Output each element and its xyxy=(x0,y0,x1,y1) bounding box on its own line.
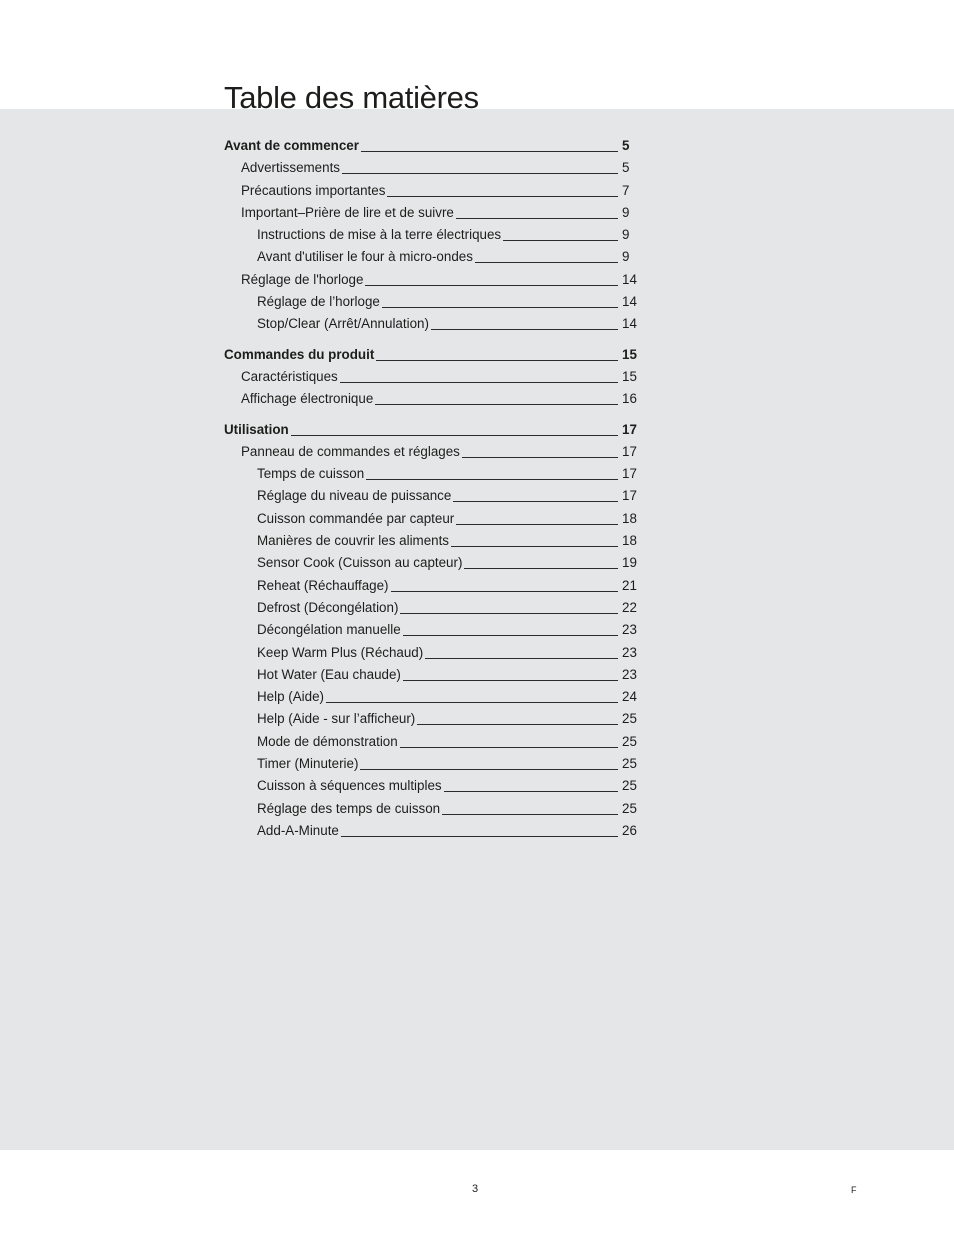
toc-leader-line xyxy=(503,240,618,241)
toc-leader-line xyxy=(340,382,618,383)
toc-leader-line xyxy=(464,568,618,569)
toc-entry-label: Reheat (Réchauffage) xyxy=(257,577,389,593)
toc-entry-page: 14 xyxy=(622,294,637,310)
toc-entry[interactable] xyxy=(224,272,644,294)
toc-leader-line xyxy=(361,151,618,152)
toc-entry-page: 18 xyxy=(622,533,637,549)
toc-entry[interactable] xyxy=(224,667,644,689)
toc-entry-page: 17 xyxy=(622,466,637,482)
toc-entry[interactable] xyxy=(224,756,644,778)
toc-entry-label: Utilisation xyxy=(224,421,289,437)
toc-entry-page: 21 xyxy=(622,577,637,593)
toc-entry-label: Sensor Cook (Cuisson au capteur) xyxy=(257,555,463,571)
toc-entry-page: 18 xyxy=(622,510,637,526)
toc-entry[interactable] xyxy=(224,578,644,600)
toc-entry-label: Cuisson commandée par capteur xyxy=(257,510,455,526)
toc-entry[interactable] xyxy=(224,205,644,227)
toc-leader-line xyxy=(475,262,618,263)
toc-entry-page: 23 xyxy=(622,622,637,638)
toc-entry-label: Affichage électronique xyxy=(241,391,374,407)
toc-entry-label: Caractéristiques xyxy=(241,368,338,384)
toc-entry-label: Précautions importantes xyxy=(241,182,386,198)
toc-leader-line xyxy=(456,218,618,219)
toc-entry[interactable] xyxy=(224,734,644,756)
toc-entry-page: 22 xyxy=(622,599,637,615)
toc-entry[interactable] xyxy=(224,227,644,249)
toc-leader-line xyxy=(375,404,618,405)
page-title: Table des matières xyxy=(224,80,479,115)
toc-entry-page: 14 xyxy=(622,316,637,332)
toc-entry-page: 26 xyxy=(622,822,637,838)
toc-leader-line xyxy=(365,285,618,286)
toc-entry[interactable] xyxy=(224,183,644,205)
toc-entry[interactable] xyxy=(224,316,644,338)
toc-entry[interactable] xyxy=(224,823,644,845)
toc-entry-page: 17 xyxy=(622,421,637,437)
toc-leader-line xyxy=(391,591,618,592)
toc-entry[interactable] xyxy=(224,801,644,823)
toc-entry-page: 9 xyxy=(622,249,630,265)
toc-leader-line xyxy=(453,501,618,502)
toc-entry-page: 17 xyxy=(622,443,637,459)
toc-entry-label: Add-A-Minute xyxy=(257,822,339,838)
toc-leader-line xyxy=(400,747,618,748)
toc-leader-line xyxy=(403,635,618,636)
toc-section xyxy=(224,422,644,846)
toc-chapter-entry[interactable] xyxy=(224,138,644,160)
toc-entry[interactable] xyxy=(224,369,644,391)
toc-entry[interactable] xyxy=(224,249,644,271)
footer-language-code: F xyxy=(851,1185,857,1195)
toc-entry-label: Manières de couvrir les aliments xyxy=(257,533,450,549)
toc-entry[interactable] xyxy=(224,622,644,644)
toc-entry[interactable] xyxy=(224,511,644,533)
toc-leader-line xyxy=(442,814,618,815)
toc-entry-label: Réglage de l’horloge xyxy=(257,294,380,310)
toc-entry-page: 25 xyxy=(622,800,637,816)
toc-entry-label: Réglage de l'horloge xyxy=(241,271,364,287)
toc-leader-line xyxy=(444,791,618,792)
toc-entry-label: Réglage du niveau de puissance xyxy=(257,488,452,504)
toc-entry-label: Mode de démonstration xyxy=(257,733,398,749)
toc-entry[interactable] xyxy=(224,778,644,800)
toc-entry-page: 15 xyxy=(622,346,637,362)
toc-entry-label: Important–Prière de lire et de suivre xyxy=(241,204,454,220)
toc-entry[interactable] xyxy=(224,645,644,667)
toc-entry-page: 19 xyxy=(622,555,637,571)
toc-entry-page: 17 xyxy=(622,488,637,504)
toc-leader-line xyxy=(342,173,618,174)
toc-entry-label: Defrost (Décongélation) xyxy=(257,599,399,615)
toc-entry-page: 23 xyxy=(622,644,637,660)
toc-entry-page: 25 xyxy=(622,733,637,749)
toc-leader-line xyxy=(387,196,618,197)
toc-section xyxy=(224,347,644,414)
toc-entry-label: Advertissements xyxy=(241,160,340,176)
toc-leader-line xyxy=(400,613,618,614)
toc-entry-label: Temps de cuisson xyxy=(257,466,365,482)
toc-entry[interactable] xyxy=(224,466,644,488)
toc-entry[interactable] xyxy=(224,689,644,711)
toc-entry-page: 25 xyxy=(622,756,637,772)
toc-entry-page: 9 xyxy=(622,204,630,220)
toc-entry[interactable] xyxy=(224,600,644,622)
toc-entry-page: 15 xyxy=(622,368,637,384)
toc-chapter-entry[interactable] xyxy=(224,347,644,369)
toc-entry-label: Avant d'utiliser le four à micro-ondes xyxy=(257,249,473,265)
toc-entry-page: 24 xyxy=(622,689,637,705)
toc-leader-line xyxy=(382,307,618,308)
toc-entry[interactable] xyxy=(224,294,644,316)
toc-entry-label: Panneau de commandes et réglages xyxy=(241,443,460,459)
toc-entry-page: 5 xyxy=(622,138,630,153)
toc-leader-line xyxy=(456,524,618,525)
toc-entry[interactable] xyxy=(224,555,644,577)
toc-leader-line xyxy=(326,702,618,703)
toc-leader-line xyxy=(341,836,618,837)
toc-leader-line xyxy=(462,457,618,458)
toc-entry-label: Stop/Clear (Arrêt/Annulation) xyxy=(257,316,429,332)
toc-entry-page: 16 xyxy=(622,391,637,407)
toc-leader-line xyxy=(417,724,618,725)
toc-entry[interactable] xyxy=(224,488,644,510)
toc-entry[interactable] xyxy=(224,444,644,466)
toc-entry-page: 23 xyxy=(622,666,637,682)
toc-section xyxy=(224,138,644,339)
toc-entry-page: 7 xyxy=(622,182,630,198)
toc-entry-label: Commandes du produit xyxy=(224,346,375,362)
toc-entry-page: 25 xyxy=(622,711,637,727)
toc-entry-label: Help (Aide) xyxy=(257,689,324,705)
toc-leader-line xyxy=(291,435,618,436)
toc-entry-page: 9 xyxy=(622,227,630,243)
toc-entry[interactable] xyxy=(224,391,644,413)
toc-entry-label: Instructions de mise à la terre électriques xyxy=(257,227,502,243)
toc-entry-label: Avant de commencer xyxy=(224,138,359,153)
toc-entry-label: Cuisson à séquences multiples xyxy=(257,778,442,794)
toc-entry-label: Hot Water (Eau chaude) xyxy=(257,666,401,682)
toc-entry-page: 14 xyxy=(622,271,637,287)
toc-leader-line xyxy=(403,680,618,681)
toc-entry-label: Décongélation manuelle xyxy=(257,622,401,638)
toc-entry[interactable] xyxy=(224,711,644,733)
toc-leader-line xyxy=(451,546,618,547)
toc-leader-line xyxy=(366,479,618,480)
toc-leader-line xyxy=(425,658,618,659)
toc-leader-line xyxy=(376,360,618,361)
toc-entry[interactable] xyxy=(224,160,644,182)
footer-page-number: 3 xyxy=(472,1183,479,1195)
toc-entry-page: 5 xyxy=(622,160,630,176)
toc-entry[interactable] xyxy=(224,533,644,555)
toc-entry-page: 25 xyxy=(622,778,637,794)
table-of-contents xyxy=(224,138,644,853)
toc-entry-label: Timer (Minuterie) xyxy=(257,756,359,772)
toc-chapter-entry[interactable] xyxy=(224,422,644,444)
toc-entry-label: Keep Warm Plus (Réchaud) xyxy=(257,644,424,660)
toc-entry-label: Réglage des temps de cuisson xyxy=(257,800,441,816)
toc-leader-line xyxy=(431,329,618,330)
toc-leader-line xyxy=(360,769,618,770)
toc-entry-label: Help (Aide - sur l’afficheur) xyxy=(257,711,416,727)
